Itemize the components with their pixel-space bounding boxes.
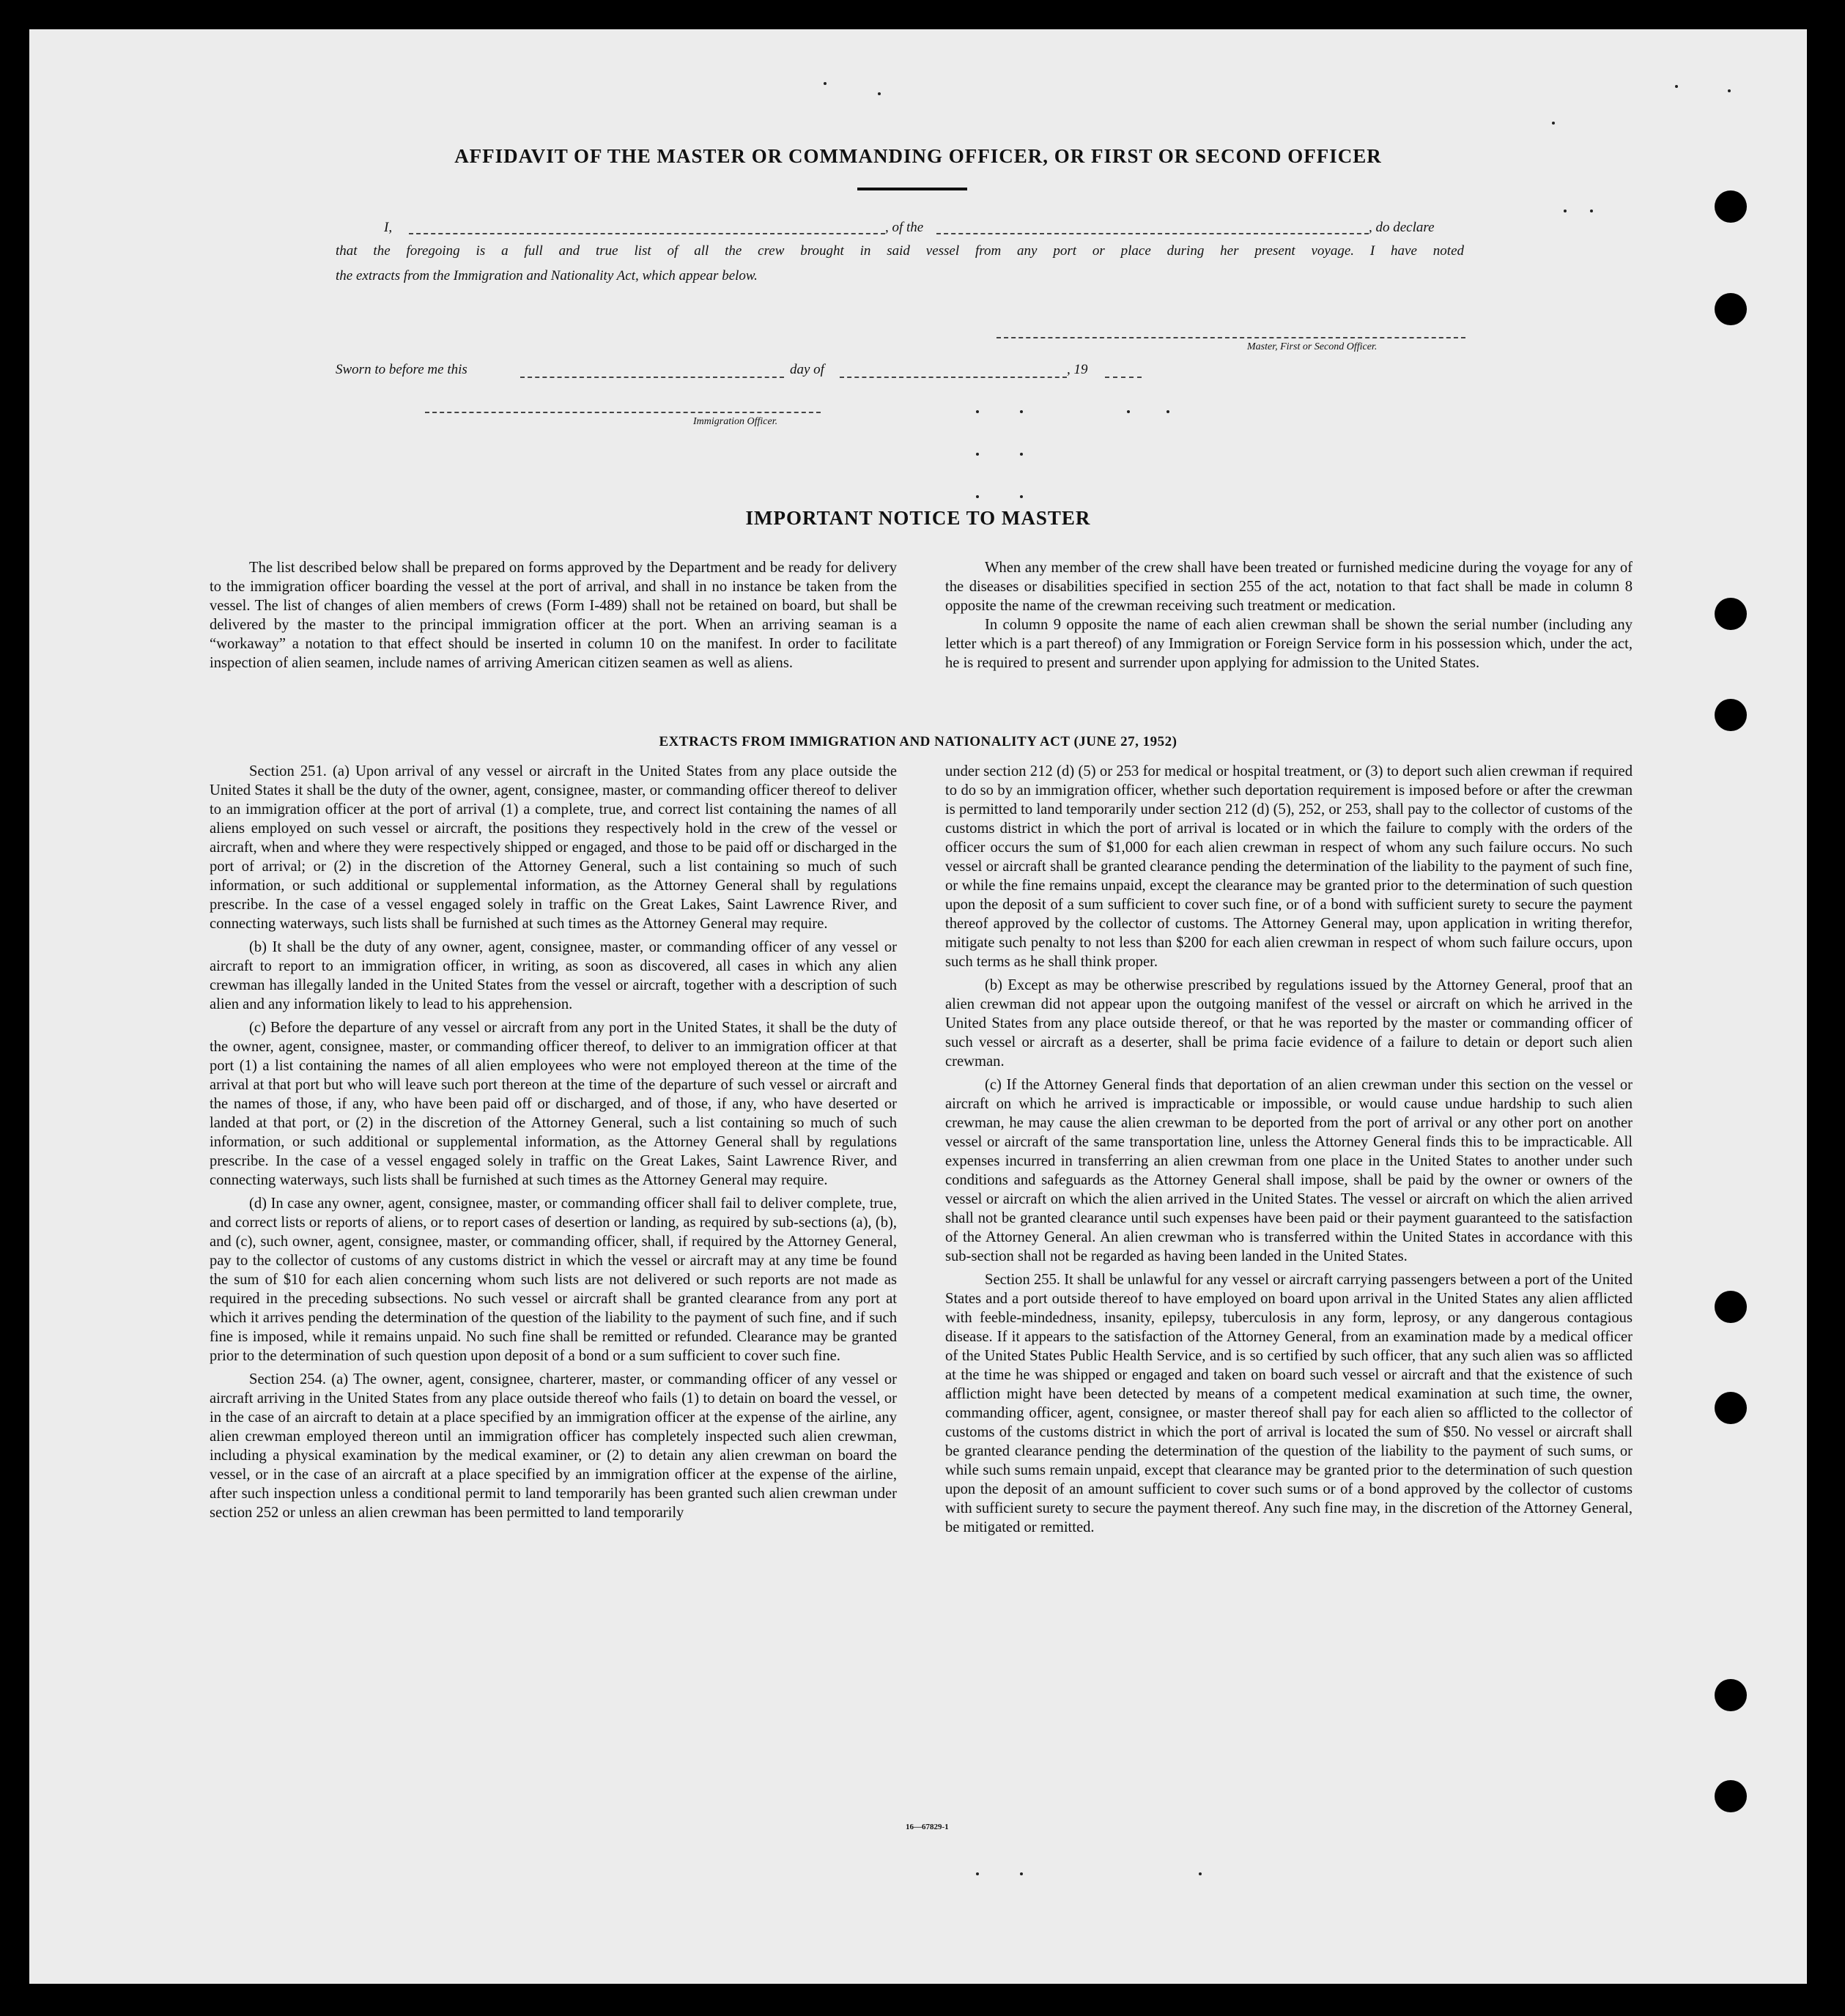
notice-left-paragraph: The list described below shall be prepared on forms approved by the Department and be ready for delivery to the immigration officer boarding the vessel at the port of arrival, and shall in no instance be taken from the vessel. The list of changes of alien members of crews (Form I-489) shall not be retained on board, but shall be delivered by the master to the principal immigration officer at the port. When an arriving seaman is a “workaway” a notation to that effect should be inserted in column 10 on the manifest. In order to facilitate inspection of alien seamen, include names of arriving American citizen seamen as well as aliens. [210, 560, 897, 671]
binder-hole [1715, 699, 1747, 731]
speck [1564, 210, 1567, 212]
section-251-c: (c) Before the departure of any vessel or aircraft from any port in the United States, it shall be the duty of the owner, agent, consignee, master, or commanding officer thereof, to deliver to an immigration officer at that port (1) a list containing the names of all alien employees who were not employed thereon at the time of the arrival at that port but who will leave such port thereon at the time of the departure of such vessel or aircraft and the names of those, if any, who have been paid off or discharged, and of those, if any, who have deserted or landed at that port, or (2) in the discretion of the Attorney General, such a list containing so much of such information, or such additional or supplemental information, as the Attorney General shall by regulations prescribe. In the case of a vessel engaged solely in traffic on the Great Lakes, Saint Lawrence River, and connecting waterways, such lists shall be furnished at such times as the Attorney General may require. [210, 1020, 897, 1188]
speck [1127, 410, 1130, 413]
officer-signature-caption: Immigration Officer. [693, 416, 778, 427]
binder-hole [1715, 293, 1747, 325]
speck [824, 82, 827, 85]
notice-right-column [945, 558, 1633, 677]
vessel-name-line[interactable] [936, 233, 1369, 234]
day-of-label: day of [790, 362, 824, 377]
binder-hole [1715, 598, 1747, 630]
extracts-right-column [945, 762, 1633, 1541]
declarant-name-line[interactable] [409, 233, 885, 234]
binder-hole [1715, 1780, 1747, 1812]
binder-hole [1715, 1392, 1747, 1424]
speck [976, 453, 979, 456]
notice-right-paragraph-1: When any member of the crew shall have been treated or furnished medicine during the voyage for any of the diseases or disabilities specified in section 255 of the act, notation to that fact shall be made in column 8 opposite the name of the crewman receiving such treatment or medication. [945, 560, 1633, 614]
section-254-b: (b) Except as may be otherwise prescribed by regulations issued by the Attorney General, proof that an alien crewman did not appear upon the outgoing manifest of the vessel or aircraft on which he arrived in the United States from any place outside thereof, or that he was reported by the master or commanding officer of such vessel or aircraft as a deserter, shall be prima facie evidence of a failure to detain or deport such alien crewman. [945, 977, 1633, 1070]
speck [976, 1872, 979, 1875]
section-255: Section 255. It shall be unlawful for any vessel or aircraft carrying passengers between a port of the United States and a port outside thereof to have employed on board upon arrival in the United States any alien afflicted with feeble-mindedness, insanity, epilepsy, tuberculosis in any form, leprosy, or any dangerous contagious disease. If it appears to the satisfaction of the Attorney General, from an examination made by a medical officer of the United States Public Health Service, and is so certified by such officer, that any such alien was so afflicted at the time he was shipped or engaged and taken on board such vessel or aircraft and that the existence of such affliction might have been detected by means of a competent medical examination at such time, the owner, commanding officer, agent, consignee, or master thereof shall pay for each alien so afflicted to the collector of customs of the customs district in which the port of arrival is located the sum of $50. No vessel or aircraft shall be granted clearance pending the determination of the question of the liability to the payment of such sums, or while such sums remain unpaid, except that clearance may be granted prior to the determination of such question upon the deposit of an amount sufficient to cover such sums or of a bond approved by the collector of customs with sufficient surety to secure the payment thereof. Any such fine may, in the discretion of the Attorney General, be mitigated or remitted. [945, 1272, 1633, 1535]
section-251-b: (b) It shall be the duty of any owner, agent, consignee, master, or commanding officer of any vessel or aircraft to report to an immigration officer, in writing, as soon as discovered, all cases in which any alien crewman has illegally landed in the United States from the vessel or aircraft, together with a description of such alien and any information likely to lead to his apprehension. [210, 939, 897, 1012]
affidavit-line-2: that the foregoing is a full and true list of all the crew brought in said vessel from any port or place during her present voyage. I have noted [336, 243, 1464, 259]
section-251-a: Section 251. (a) Upon arrival of any vessel or aircraft in the United States from any place outside the United States it shall be the duty of the owner, agent, consignee, master, or commanding officer thereof to deliver to an immigration officer at the port of arrival (1) a complete, true, and correct list containing the names of all aliens employed on such vessel or aircraft, the positions they respectively hold in the crew of the vessel or aircraft, when and where they were respectively shipped or engaged, and those to be paid off or discharged in the port of arrival; or (2) in the discretion of the Attorney General, such a list containing so much of such information, or such additional or supplemental information, as the Attorney General shall by regulations prescribe. In the case of a vessel engaged solely in traffic on the Great Lakes, Saint Lawrence River, and connecting waterways, such lists shall be furnished at such times as the Attorney General may require. [210, 763, 897, 932]
affidavit-line-3: the extracts from the Immigration and Nationality Act, which appear below. [336, 268, 758, 284]
notice-title: IMPORTANT NOTICE TO MASTER [745, 507, 1091, 529]
extracts-title: EXTRACTS FROM IMMIGRATION AND NATIONALITY ACT (JUNE 27, 1952) [659, 734, 1177, 749]
speck [1199, 1872, 1202, 1875]
form-number: 16—67829-1 [906, 1823, 949, 1831]
sworn-label: Sworn to before me this [336, 362, 467, 377]
section-254-a: Section 254. (a) The owner, agent, consignee, charterer, master, or commanding officer of any vessel or aircraft arriving in the United States from any place outside thereof who fails (1) to detain on board the vessel, or in the case of an aircraft to detain at a place specified by an immigration officer at the expense of the airline, any alien crewman employed thereon until an immigration officer has completely inspected such alien crewman, including a physical examination by the medical examiner, or (2) to detain any alien crewman on board the vessel, or in the case of an aircraft at a place specified by an immigration officer at the expense of the airline, after such inspection unless a conditional permit to land temporarily has been granted such alien crewman under section 252 or unless an alien crewman has been permitted to land temporarily [210, 1371, 897, 1521]
section-254-a-continued: under section 212 (d) (5) or 253 for medical or hospital treatment, or (3) to deport such alien crewman if required to do so by an immigration officer, whether such deportation requirement is imposed before or after the crewman is permitted to land temporarily under section 212 (d) (5), 252, or 253, shall pay to the collector of customs of the customs district in which the port of arrival is located or in which the failure to comply with the orders of the officer occurs the sum of $1,000 for each alien crewman in respect of whom any such failure occurs. No such vessel or aircraft shall be granted clearance pending the determination of the liability to the payment of such fine, or while the fine remains unpaid, except the clearance may be granted prior to the determination of such question upon the deposit of a sum sufficient to cover such fine, or of a bond with sufficient surety to secure the payment thereof approved by the collector of customs. The Attorney General may, upon application in writing therefor, mitigate such penalty to not less than $200 for each alien crewman in respect of whom such failure occurs, upon such terms as he shall think proper. [945, 763, 1633, 970]
master-signature-line[interactable] [997, 337, 1465, 338]
speck [1020, 1872, 1023, 1875]
speck [1728, 89, 1731, 92]
affidavit-i: I, [384, 220, 393, 235]
speck [878, 92, 881, 95]
affidavit-of-the: , of the [885, 220, 924, 235]
speck [1166, 410, 1169, 413]
sworn-month-line[interactable] [840, 377, 1067, 378]
affidavit-title: AFFIDAVIT OF THE MASTER OR COMMANDING OFFICER, OR FIRST OR SECOND OFFICER [454, 145, 1382, 167]
sworn-day-line[interactable] [520, 377, 784, 378]
speck [1552, 122, 1555, 125]
speck [1590, 210, 1593, 212]
document-page [29, 29, 1807, 1984]
speck [976, 410, 979, 413]
speck [1675, 85, 1678, 88]
year-label: , 19 [1067, 362, 1088, 377]
section-254-c: (c) If the Attorney General finds that deportation of an alien crewman under this section on the vessel or aircraft on which he arrived is impracticable or impossible, or would cause undue hardship to such alien crewman, he may cause the alien crewman to be deported from the port of arrival or any other port on another vessel or aircraft of the same transportation line, unless the Attorney General finds this to be impracticable. All expenses incurred in transferring an alien crewman from one place in the United States to another under such conditions and safeguards as the Attorney General shall impose, shall be paid by the owner or owners of the vessel or aircraft on which the alien arrived in the United States. The vessel or aircraft on which the alien arrived shall not be granted clearance until such expenses have been paid or their payment guaranteed to the satisfaction of the Attorney General. An alien crewman who is transferred within the United States in accordance with this sub-section shall not be regarded as having been landed in the United States. [945, 1077, 1633, 1264]
extracts-left-column [210, 762, 897, 1527]
title-rule [857, 188, 967, 190]
section-251-d: (d) In case any owner, agent, consignee, master, or commanding officer shall fail to deliver complete, true, and correct lists or reports of aliens, or to report cases of desertion or landing, as required by sub-sections (a), (b), and (c), such owner, agent, consignee, master, or commanding officer, shall, if required by the Attorney General, pay to the collector of customs of any customs district in which the vessel or aircraft may at any time be found the sum of $10 for each alien concerning whom such lists are not delivered or such reports are not made as required in the preceding subsections. No such vessel or aircraft shall be granted clearance from any port at which it arrives pending the determination of the question of the liability to the payment of such fine, and if such fine is imposed, while it remains unpaid. No such fine shall be remitted or refunded. Clearance may be granted prior to the determination of such question upon deposit of a bond or a sum sufficient to cover such fine. [210, 1196, 897, 1364]
notice-left-column [210, 558, 897, 677]
affidavit-do-declare: , do declare [1369, 220, 1435, 235]
binder-hole [1715, 190, 1747, 223]
speck [1020, 410, 1023, 413]
notice-right-paragraph-2: In column 9 opposite the name of each alien crewman shall be shown the serial number (including any letter which is a part thereof) of any Immigration or Foreign Service form in his possession which, under the act, he is required to present and surrender upon applying for admission to the United States. [945, 617, 1633, 671]
speck [1020, 495, 1023, 498]
sworn-year-line[interactable] [1105, 377, 1142, 378]
master-signature-caption: Master, First or Second Officer. [1247, 341, 1378, 352]
speck [976, 495, 979, 498]
officer-signature-line[interactable] [425, 412, 821, 413]
binder-hole [1715, 1679, 1747, 1711]
binder-hole [1715, 1291, 1747, 1323]
speck [1020, 453, 1023, 456]
